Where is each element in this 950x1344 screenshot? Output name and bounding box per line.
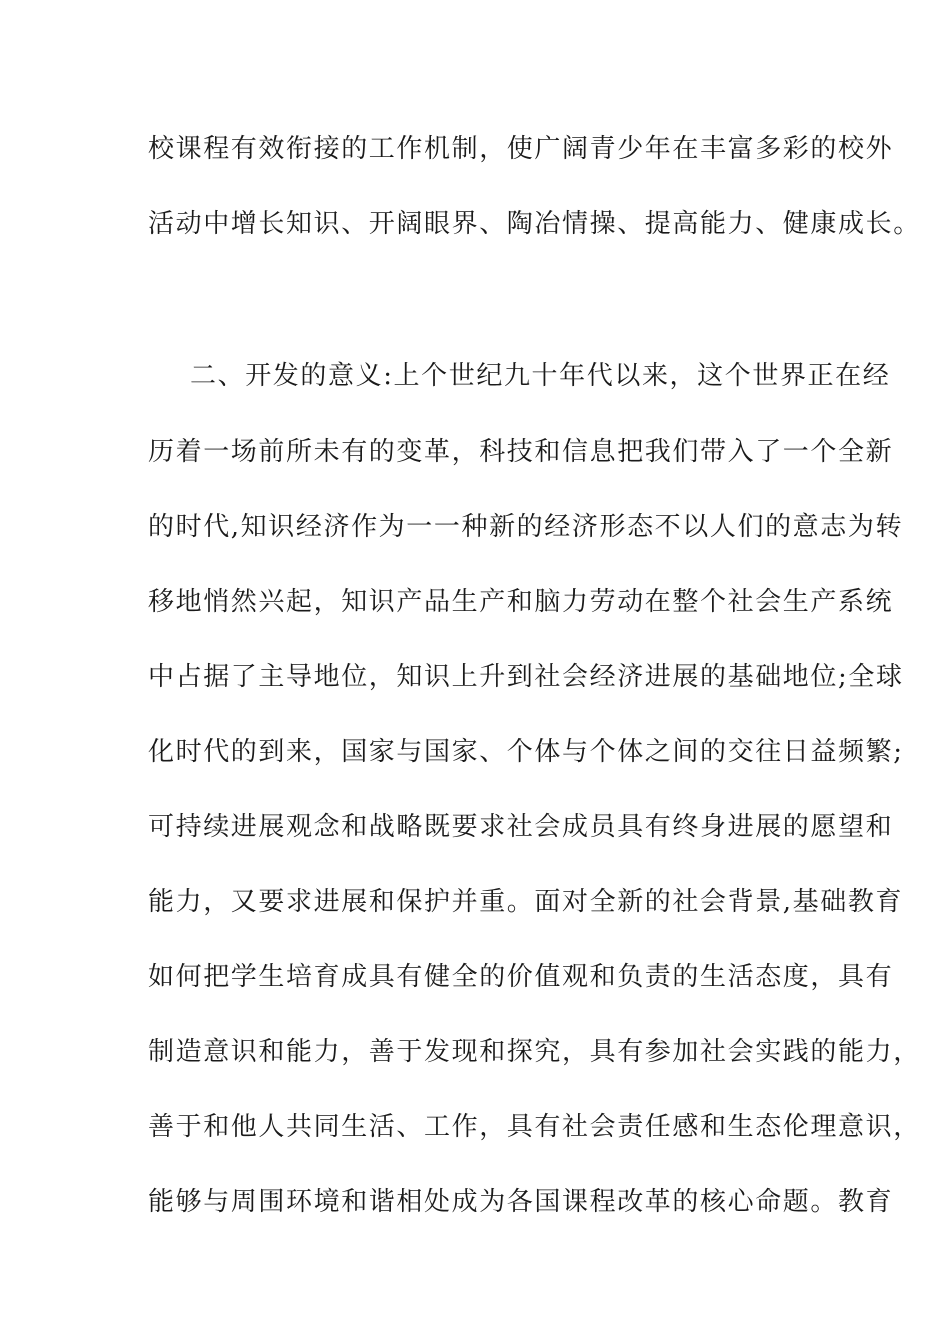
paragraph2-line-10: 制造意识和能力，善于发现和探究，具有参加社会实践的能力， — [148, 1037, 921, 1067]
paragraph2-line-3: 的时代,知识经济作为一一种新的经济形态不以人们的意志为转 — [148, 512, 904, 542]
paragraph2-line-8: 能力，又要求进展和保护并重。面对全新的社会背景,基础教育 — [148, 887, 904, 917]
paragraph2-line-12: 能够与周围环境和谐相处成为各国课程改革的核心命题。教育 — [148, 1187, 894, 1217]
paragraph2-line-5: 中占据了主导地位，知识上升到社会经济进展的基础地位;全球 — [148, 662, 904, 692]
paragraph1-line-2: 活动中增长知识、开阔眼界、陶冶情操、提高能力、健康成长。 — [148, 209, 921, 239]
paragraph2-line-9: 如何把学生培育成具有健全的价值观和负责的生活态度，具有 — [148, 962, 894, 992]
paragraph2-line-2: 历着一场前所未有的变革，科技和信息把我们带入了一个全新 — [148, 437, 894, 467]
paragraph2-line-1: 二、开发的意义:上个世纪九十年代以来，这个世界正在经 — [190, 361, 891, 391]
paragraph2-line-6: 化时代的到来，国家与国家、个体与个体之间的交往日益频繁; — [148, 737, 904, 767]
paragraph2-line-7: 可持续进展观念和战略既要求社会成员具有终身进展的愿望和 — [148, 812, 894, 842]
paragraph2-line-4: 移地悄然兴起，知识产品生产和脑力劳动在整个社会生产系统 — [148, 587, 894, 617]
paragraph1-line-1: 校课程有效衔接的工作机制，使广阔青少年在丰富多彩的校外 — [148, 134, 894, 164]
paragraph2-line-11: 善于和他人共同生活、工作，具有社会责任感和生态伦理意识， — [148, 1112, 921, 1142]
